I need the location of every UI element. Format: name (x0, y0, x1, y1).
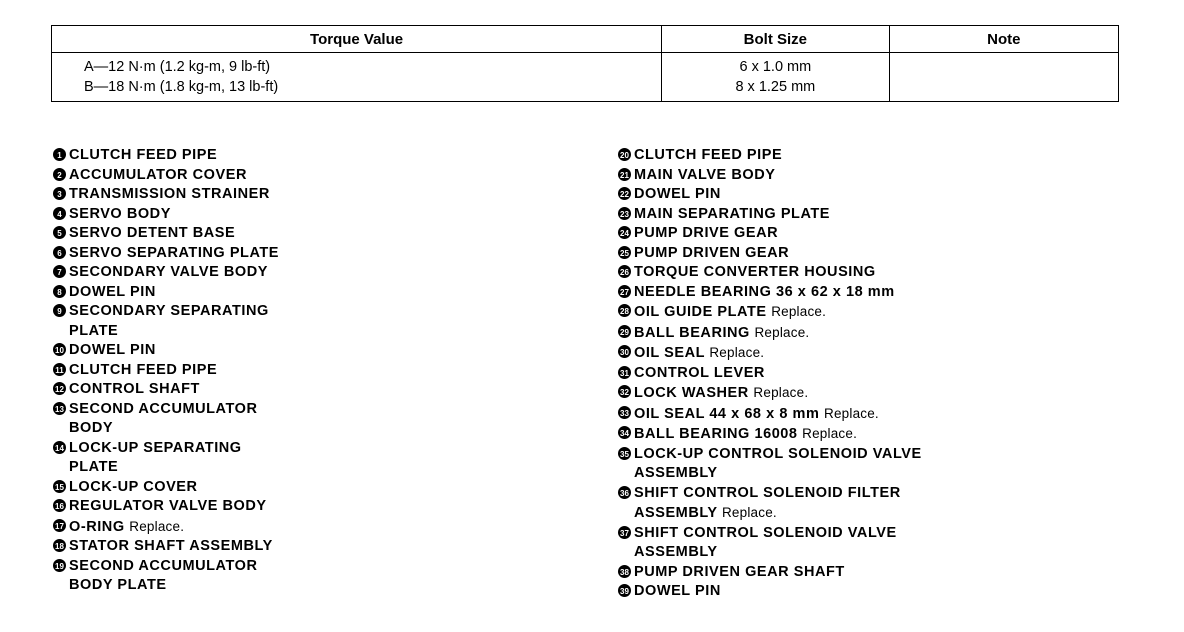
callout-number: 39 (618, 584, 631, 597)
header-note: Note (889, 26, 1118, 53)
part-name-continued (634, 464, 1158, 484)
part-name: SHIFT CONTROL SOLENOID FILTER (634, 484, 901, 501)
part-name: MAIN SEPARATING PLATE (634, 205, 831, 222)
callout-number: 12 (53, 382, 66, 395)
part-name-line2: PLATE (69, 459, 119, 475)
list-item (618, 283, 1158, 303)
list-item (53, 400, 573, 439)
list-item (618, 383, 1158, 404)
callout-number: 6 (53, 246, 66, 259)
list-item (618, 424, 1158, 445)
part-name-continued (69, 322, 573, 342)
list-item (618, 302, 1158, 323)
part-name: LOCK-UP COVER (69, 478, 198, 495)
list-item (618, 445, 1158, 484)
part-note: Replace. (754, 324, 810, 340)
list-item (53, 439, 573, 478)
part-name: SHIFT CONTROL SOLENOID VALVE (634, 524, 897, 541)
callout-number: 38 (618, 565, 631, 578)
callout-number: 27 (618, 285, 631, 298)
list-item (53, 517, 573, 538)
list-item (53, 166, 573, 186)
list-item (53, 263, 573, 283)
torque-value-a: A—12 N·m (1.2 kg-m, 9 lb-ft) (84, 59, 271, 75)
torque-values-cell (52, 53, 662, 102)
callout-number: 13 (53, 402, 66, 415)
callout-number: 32 (618, 385, 631, 398)
part-name: SERVO DETENT BASE (69, 225, 236, 241)
part-name: DOWEL PIN (69, 283, 156, 300)
part-name-line2: PLATE (69, 322, 119, 339)
list-item (53, 205, 573, 225)
callout-number: 18 (53, 539, 66, 552)
list-item (618, 404, 1158, 425)
part-name-continued (69, 576, 573, 596)
part-name: DOWEL PIN (69, 342, 156, 358)
list-item (53, 341, 573, 361)
callout-number: 28 (618, 304, 631, 317)
callout-number: 17 (53, 519, 66, 532)
list-item (618, 244, 1158, 264)
part-name-continued (69, 419, 573, 439)
part-name: DOWEL PIN (634, 186, 721, 202)
parts-list-left (53, 146, 573, 596)
part-name: BALL BEARING (634, 324, 750, 341)
list-item (618, 484, 1158, 524)
list-item (53, 146, 573, 166)
part-name: OIL GUIDE PLATE (634, 304, 767, 320)
callout-number: 31 (618, 366, 631, 379)
callout-number: 35 (618, 447, 631, 460)
parts-list-right (618, 146, 1158, 602)
callout-number: 1 (53, 148, 66, 161)
callout-number: 37 (618, 526, 631, 539)
list-item (618, 224, 1158, 244)
callout-number: 30 (618, 345, 631, 358)
part-name: O-RING (69, 518, 125, 535)
part-note: Replace. (753, 385, 809, 400)
part-name: LOCK WASHER (634, 385, 749, 401)
list-item (618, 582, 1158, 602)
list-item (618, 185, 1158, 205)
bolt-size-b: 8 x 1.25 mm (735, 79, 816, 95)
part-name: TRANSMISSION STRAINER (69, 186, 270, 202)
part-name: SECONDARY SEPARATING (69, 303, 269, 319)
part-name: BALL BEARING 16008 (634, 426, 798, 442)
callout-number: 14 (53, 441, 66, 454)
part-name: CONTROL SHAFT (69, 381, 200, 397)
part-name: SECONDARY VALVE BODY (69, 264, 268, 280)
callout-number: 33 (618, 406, 631, 419)
list-item (53, 361, 573, 381)
list-item (53, 557, 573, 596)
callout-number: 24 (618, 226, 631, 239)
list-item (618, 166, 1158, 186)
list-item (618, 205, 1158, 225)
callout-number: 25 (618, 246, 631, 259)
part-name: CLUTCH FEED PIPE (634, 147, 783, 163)
part-name: PUMP DRIVE GEAR (634, 225, 779, 241)
part-note: Replace. (802, 426, 858, 441)
part-note: Replace. (824, 405, 879, 421)
callout-number: 34 (618, 426, 631, 439)
part-name: LOCK-UP SEPARATING (69, 439, 242, 456)
list-item (618, 364, 1158, 384)
part-name-line2: ASSEMBLY (634, 505, 718, 521)
callout-number: 11 (53, 363, 66, 376)
callout-number: 29 (618, 325, 631, 338)
part-note: Replace. (709, 345, 765, 360)
callout-number: 8 (53, 285, 66, 298)
part-note: Replace. (721, 505, 777, 520)
part-note: Replace. (771, 304, 827, 319)
part-name: MAIN VALVE BODY (634, 166, 776, 183)
callout-number: 2 (53, 168, 66, 181)
part-name: NEEDLE BEARING 36 x 62 x 18 mm (634, 283, 895, 300)
list-item (53, 185, 573, 205)
list-item (53, 380, 573, 400)
part-name: PUMP DRIVEN GEAR (634, 244, 790, 261)
part-name: PUMP DRIVEN GEAR SHAFT (634, 563, 845, 580)
bolt-sizes-cell (662, 53, 889, 102)
part-name: SECOND ACCUMULATOR (69, 557, 258, 574)
list-item (618, 563, 1158, 583)
list-item (53, 224, 573, 244)
callout-number: 21 (618, 168, 631, 181)
callout-number: 7 (53, 265, 66, 278)
bolt-size-a: 6 x 1.0 mm (739, 59, 812, 75)
list-item (53, 244, 573, 264)
callout-number: 22 (618, 187, 631, 200)
part-name-line2: BODY (69, 420, 114, 436)
part-name-line2: ASSEMBLY (634, 465, 718, 481)
list-item (53, 302, 573, 341)
torque-table (51, 25, 1119, 102)
callout-number: 5 (53, 226, 66, 239)
table-header-row (52, 26, 1119, 53)
list-item (53, 497, 573, 517)
list-item (53, 537, 573, 557)
part-name: OIL SEAL 44 x 68 x 8 mm (634, 405, 820, 422)
callout-number: 36 (618, 486, 631, 499)
callout-number: 9 (53, 304, 66, 317)
part-name-continued (634, 543, 1158, 563)
callout-number: 3 (53, 187, 66, 200)
header-bolt-size: Bolt Size (662, 26, 889, 53)
part-name: LOCK-UP CONTROL SOLENOID VALVE (634, 445, 922, 462)
torque-value-b: B—18 N·m (1.8 kg-m, 13 lb-ft) (84, 79, 279, 95)
part-note: Replace. (129, 518, 185, 534)
part-name-continued (634, 503, 1158, 524)
part-name: REGULATOR VALVE BODY (69, 498, 267, 514)
table-row (52, 53, 1119, 102)
part-name-continued (69, 458, 573, 478)
note-cell (889, 53, 1118, 102)
part-name: DOWEL PIN (634, 583, 721, 599)
part-name: CLUTCH FEED PIPE (69, 147, 218, 163)
callout-number: 23 (618, 207, 631, 220)
part-name: CLUTCH FEED PIPE (69, 361, 218, 378)
callout-number: 19 (53, 559, 66, 572)
part-name: SERVO SEPARATING PLATE (69, 244, 280, 261)
part-name: CONTROL LEVER (634, 364, 765, 381)
list-item (618, 323, 1158, 344)
list-item (618, 343, 1158, 364)
part-name: SERVO BODY (69, 205, 171, 222)
part-name-line2: ASSEMBLY (634, 544, 718, 560)
part-name: ACCUMULATOR COVER (69, 166, 247, 183)
callout-number: 4 (53, 207, 66, 220)
part-name-line2: BODY PLATE (69, 577, 167, 593)
list-item (53, 478, 573, 498)
callout-number: 15 (53, 480, 66, 493)
list-item (618, 146, 1158, 166)
list-item (618, 524, 1158, 563)
header-torque-value: Torque Value (52, 26, 662, 53)
part-name: STATOR SHAFT ASSEMBLY (69, 538, 273, 554)
callout-number: 10 (53, 343, 66, 356)
part-name: SECOND ACCUMULATOR (69, 400, 258, 417)
part-name: OIL SEAL (634, 345, 705, 361)
callout-number: 26 (618, 265, 631, 278)
list-item (618, 263, 1158, 283)
callout-number: 16 (53, 499, 66, 512)
part-name: TORQUE CONVERTER HOUSING (634, 264, 876, 280)
callout-number: 20 (618, 148, 631, 161)
list-item (53, 283, 573, 303)
